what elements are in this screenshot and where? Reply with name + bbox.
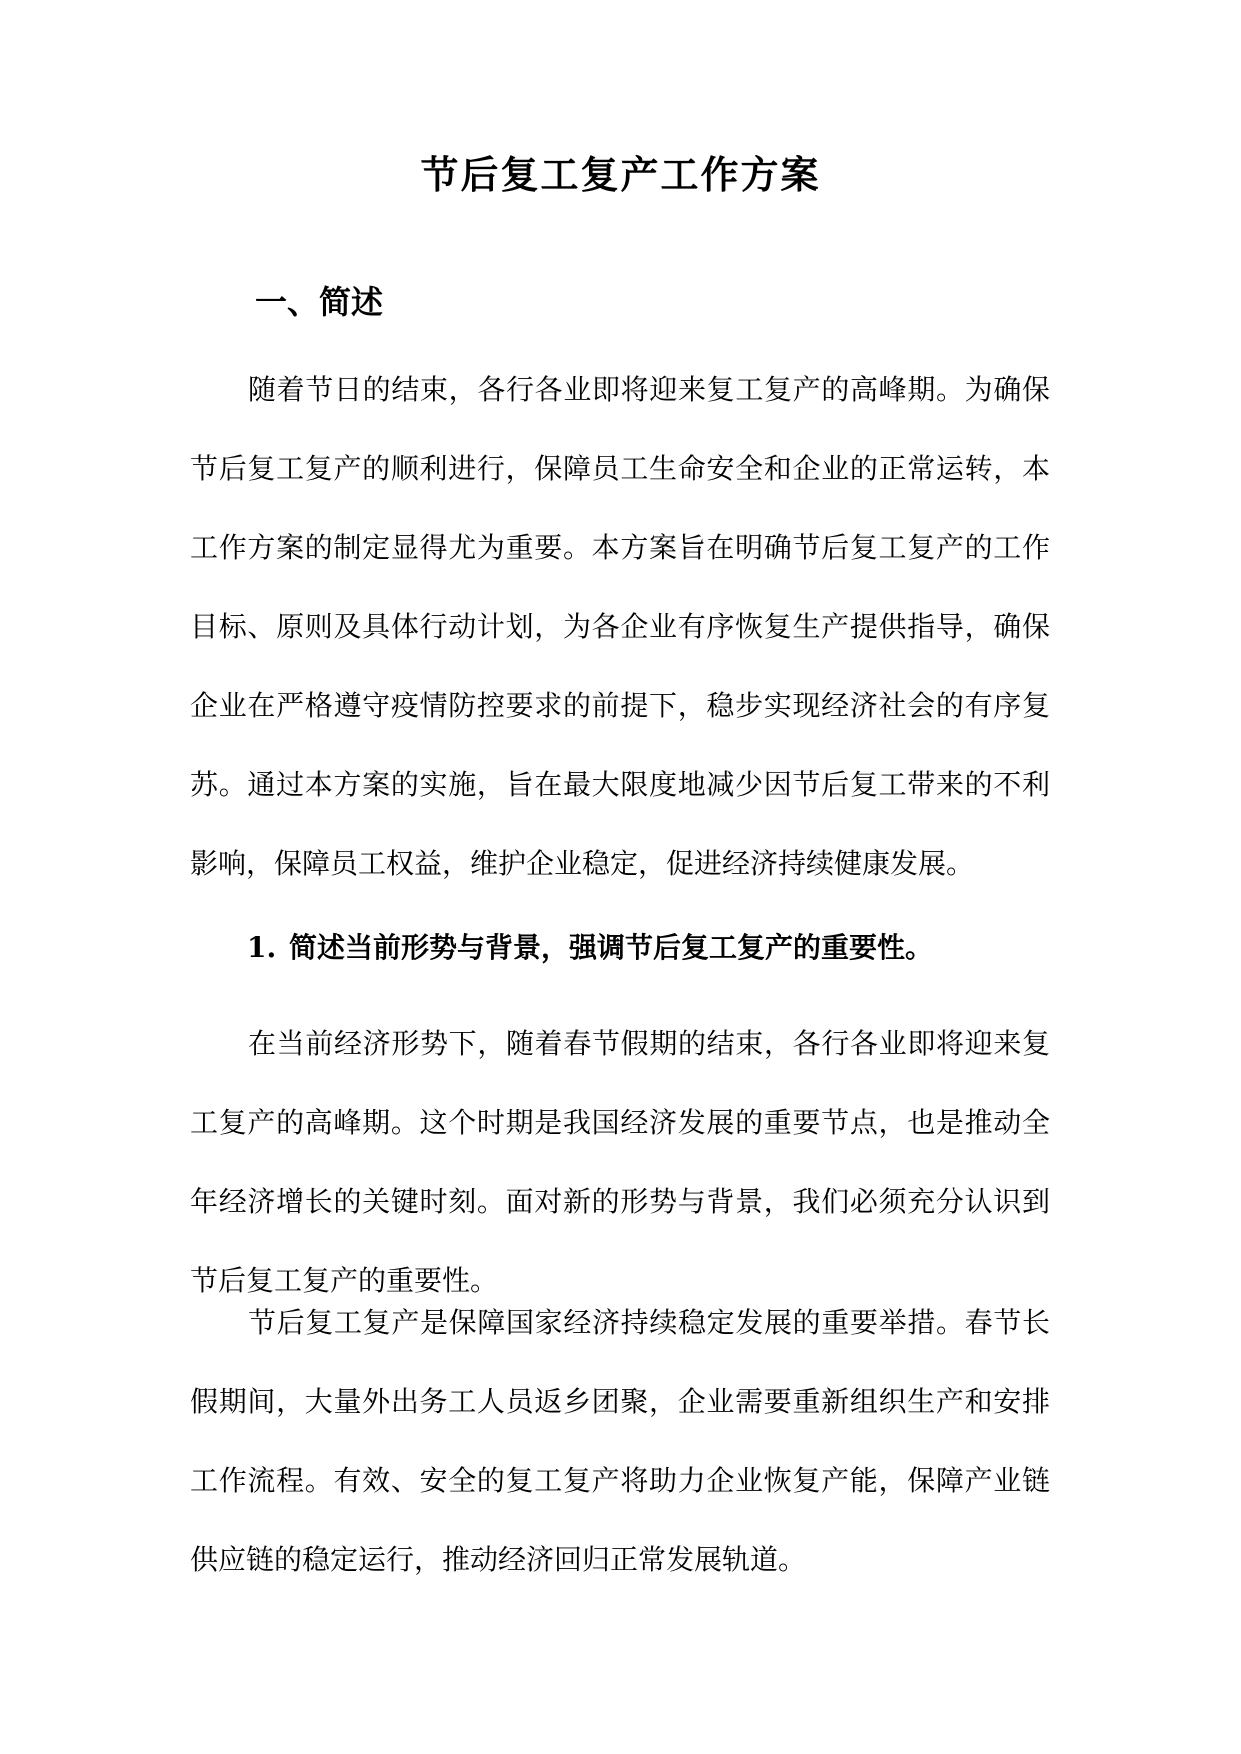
- subsection-number: 1.: [247, 931, 277, 964]
- section-heading: 一、简述: [255, 283, 384, 321]
- subsection-heading-text: 简述当前形势与背景，强调节后复工复产的重要性。: [289, 931, 934, 964]
- document-title: 节后复工复产工作方案: [420, 152, 821, 197]
- section-paragraph: 随着节日的结束，各行各业即将迎来复工复产的高峰期。为确保节后复工复产的顺利进行，保障员工生命安全和企业的正常运转，本工作方案的制定显得尤为重要。本方案旨在明确节后复工复产的工作目标、原则及具体行动计划，为各企业有序恢复生产提供指导，确保企业在严格遵守疫情防控要求的前提下，稳步实现经济社会的有序复苏。通过本方案的实施，旨在最大限度地减少因节后复工带来的不利影响，保障员工权益，维护企业稳定，促进经济持续健康发展。: [190, 373, 1050, 880]
- subsection-paragraph: 节后复工复产是保障国家经济持续稳定发展的重要举措。春节长假期间，大量外出务工人员返乡团聚，企业需要重新组织生产和安排工作流程。有效、安全的复工复产将助力企业恢复产能，保障产业链供应链的稳定运行，推动经济回归正常发展轨道。: [190, 1306, 1050, 1576]
- subsection-heading: [247, 928, 933, 968]
- subsection-paragraph: 在当前经济形势下，随着春节假期的结束，各行各业即将迎来复工复产的高峰期。这个时期是我国经济发展的重要节点，也是推动全年经济增长的关键时刻。面对新的形势与背景，我们必须充分认识到节后复工复产的重要性。: [190, 1027, 1050, 1297]
